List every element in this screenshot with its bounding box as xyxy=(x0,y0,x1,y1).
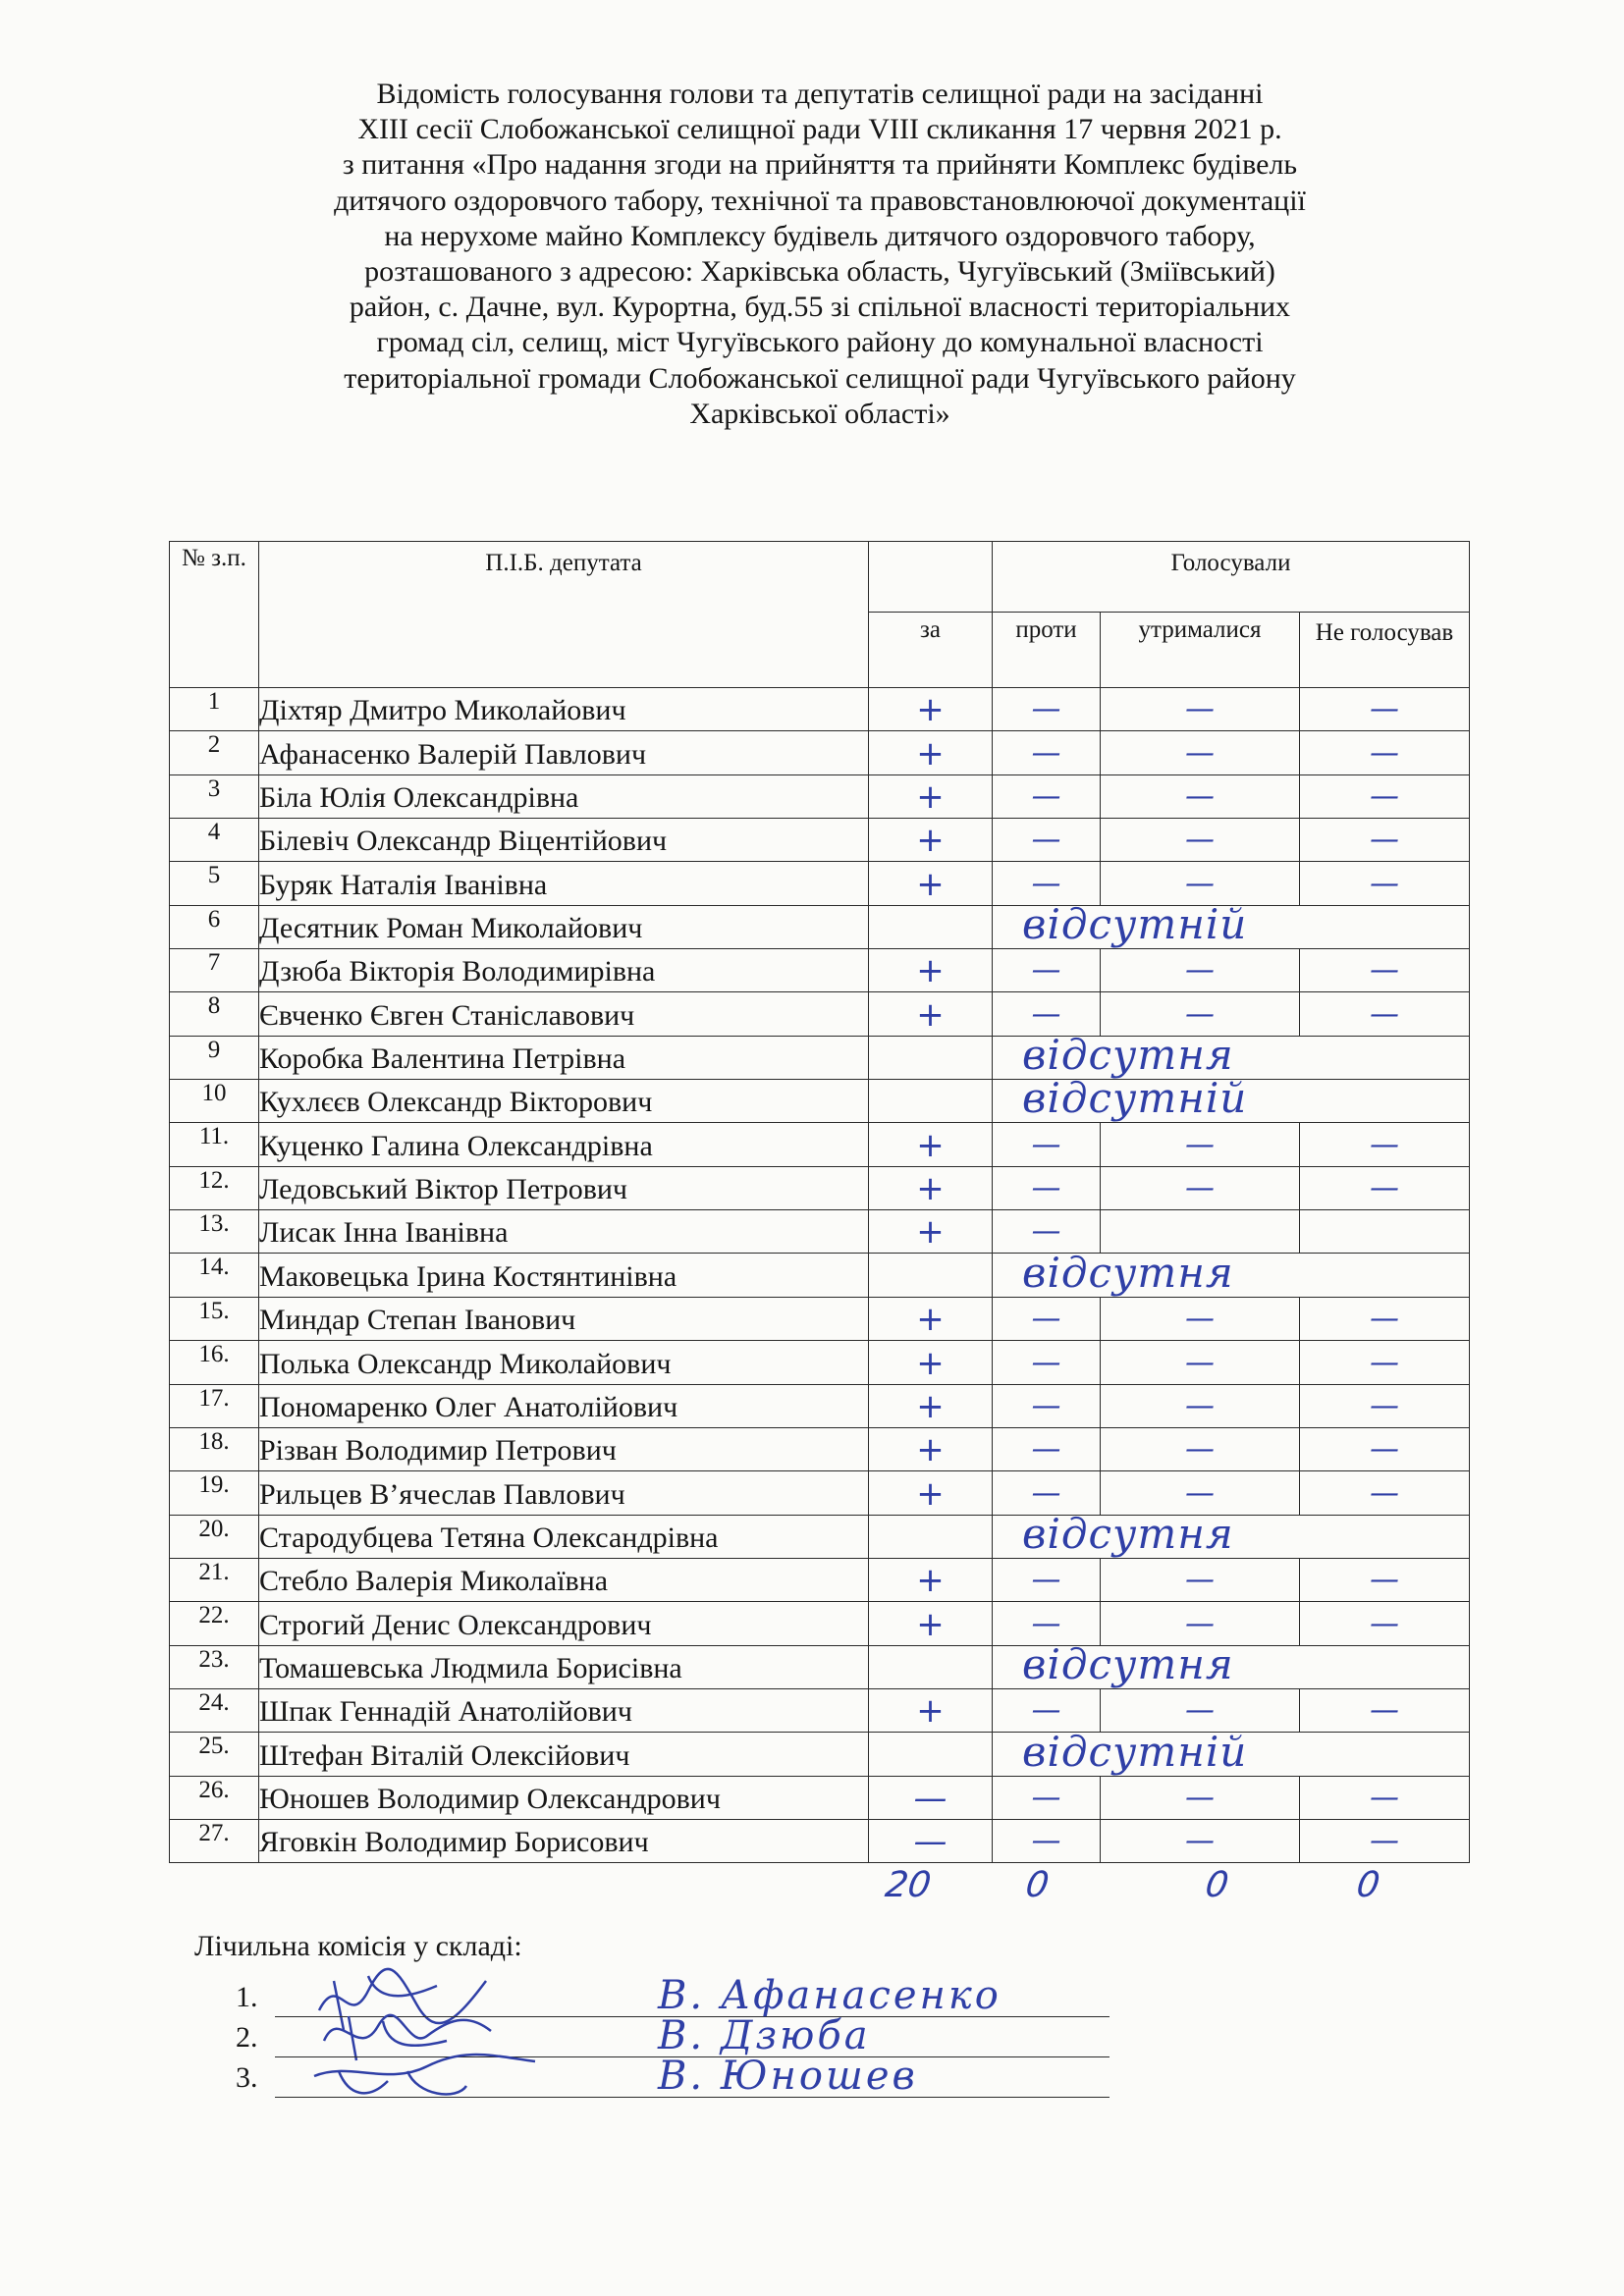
row-number: 9 xyxy=(170,1036,259,1079)
vote-not-voted-cell xyxy=(1300,1123,1470,1166)
vote-abstained-mark: — xyxy=(1185,735,1215,771)
vote-for-cell xyxy=(869,1210,993,1254)
vote-abstained-mark: — xyxy=(1185,1780,1215,1815)
table-row xyxy=(170,731,1470,774)
vote-not-voted-cell xyxy=(1300,688,1470,731)
member-number: 1. xyxy=(236,1981,258,2013)
vote-not-voted-cell xyxy=(1300,1297,1470,1340)
vote-against-mark: — xyxy=(1031,692,1061,727)
row-number: 6 xyxy=(170,905,259,948)
vote-for-cell xyxy=(869,1515,993,1558)
vote-abstained-cell xyxy=(1101,1384,1300,1427)
total-not-voted: 0 xyxy=(1354,1865,1382,1905)
table-row xyxy=(170,1166,1470,1209)
vote-for-mark: + xyxy=(916,1604,945,1644)
vote-for-cell xyxy=(869,1819,993,1862)
table-row xyxy=(170,1123,1470,1166)
vote-not-voted-mark: — xyxy=(1370,1171,1399,1206)
vote-not-voted-cell xyxy=(1300,1341,1470,1384)
vote-abstained-mark: — xyxy=(1185,866,1215,901)
vote-for-mark: + xyxy=(916,1125,945,1165)
commission-member xyxy=(236,2054,1119,2101)
vote-abstained-mark: — xyxy=(1185,823,1215,858)
table-row xyxy=(170,949,1470,992)
vote-against-cell xyxy=(993,1123,1101,1166)
row-number: 20. xyxy=(170,1515,259,1558)
vote-for-mark: + xyxy=(916,777,945,818)
table-row xyxy=(170,1776,1470,1819)
document-title xyxy=(167,77,1473,432)
row-number: 22. xyxy=(170,1602,259,1645)
row-number: 17. xyxy=(170,1384,259,1427)
vote-abstained-cell xyxy=(1101,1688,1300,1732)
row-number: 10 xyxy=(170,1080,259,1123)
vote-not-voted-mark: — xyxy=(1370,1693,1399,1729)
vote-for-mark: + xyxy=(916,1169,945,1209)
member-name: В. Афанасенко xyxy=(658,1973,1001,2018)
vote-for-mark: + xyxy=(916,1386,945,1426)
vote-against-cell xyxy=(993,1341,1101,1384)
vote-abstained-mark: — xyxy=(1185,1127,1215,1162)
table-row xyxy=(170,905,1470,948)
vote-abstained-mark: — xyxy=(1185,1824,1215,1859)
vote-abstained-mark: — xyxy=(1185,996,1215,1032)
deputy-name: Коробка Валентина Петрівна xyxy=(259,1036,869,1079)
vote-for-cell xyxy=(869,1645,993,1688)
deputy-name: Ледовський Віктор Петрович xyxy=(259,1166,869,1209)
title-line: Харківської області» xyxy=(689,397,950,430)
vote-against-mark: — xyxy=(1031,1780,1061,1815)
title-line: район, с. Дачне, вул. Курортна, буд.55 зі спільної власності територіальних xyxy=(349,291,1291,324)
vote-abstained-cell xyxy=(1101,688,1300,731)
vote-against-mark: — xyxy=(1031,953,1061,988)
vote-not-voted-cell xyxy=(1300,862,1470,905)
table-row xyxy=(170,992,1470,1036)
vote-for-cell xyxy=(869,949,993,992)
title-line: XIII сесії Слобожанської селищної ради VIII скликання 17 червня 2021 р. xyxy=(357,113,1282,146)
vote-against-cell xyxy=(993,1776,1101,1819)
vote-against-cell xyxy=(993,774,1101,818)
vote-abstained-cell xyxy=(1101,949,1300,992)
deputy-name: Полька Олександр Миколайович xyxy=(259,1341,869,1384)
vote-against-cell xyxy=(993,1210,1101,1254)
vote-for-mark: + xyxy=(916,1300,945,1340)
absence-cell xyxy=(993,1515,1470,1558)
vote-not-voted-mark: — xyxy=(1370,823,1399,858)
vote-against-mark: — xyxy=(1031,1563,1061,1598)
vote-not-voted-mark: — xyxy=(1370,1432,1399,1468)
vote-not-voted-cell xyxy=(1300,1776,1470,1819)
vote-for-cell xyxy=(869,1602,993,1645)
table-row xyxy=(170,1471,1470,1515)
vote-abstained-cell xyxy=(1101,1297,1300,1340)
header-number: № з.п. xyxy=(170,542,259,688)
table-row xyxy=(170,1297,1470,1340)
vote-abstained-cell xyxy=(1101,731,1300,774)
deputy-name: Стебло Валерія Миколаївна xyxy=(259,1558,869,1601)
vote-against-cell xyxy=(993,992,1101,1036)
vote-for-cell xyxy=(869,1254,993,1297)
vote-not-voted-cell xyxy=(1300,1384,1470,1427)
deputy-name: Буряк Наталія Іванівна xyxy=(259,862,869,905)
absence-note: відсутній xyxy=(1022,1079,1248,1123)
row-number: 13. xyxy=(170,1210,259,1254)
vote-not-voted-mark: — xyxy=(1370,1606,1399,1641)
absence-note: відсутній xyxy=(1022,905,1248,949)
vote-for-mark: + xyxy=(916,864,945,904)
vote-for-mark: — xyxy=(913,1822,947,1862)
vote-not-voted-cell xyxy=(1300,1819,1470,1862)
row-number: 15. xyxy=(170,1297,259,1340)
vote-abstained-cell xyxy=(1101,992,1300,1036)
vote-for-mark: + xyxy=(916,1343,945,1383)
vote-against-mark: — xyxy=(1031,1127,1061,1162)
vote-not-voted-mark: — xyxy=(1370,779,1399,815)
table-row xyxy=(170,688,1470,731)
deputy-name: Юношев Володимир Олександрович xyxy=(259,1776,869,1819)
vote-abstained-mark: — xyxy=(1185,1432,1215,1468)
table-row xyxy=(170,1080,1470,1123)
total-for: 20 xyxy=(883,1865,934,1905)
vote-for-cell xyxy=(869,774,993,818)
vote-against-cell xyxy=(993,862,1101,905)
vote-for-cell xyxy=(869,1080,993,1123)
deputy-name: Десятник Роман Миколайович xyxy=(259,905,869,948)
vote-not-voted-cell xyxy=(1300,1471,1470,1515)
row-number: 23. xyxy=(170,1645,259,1688)
vote-against-cell xyxy=(993,1166,1101,1209)
vote-not-voted-mark: — xyxy=(1370,1345,1399,1380)
table-row xyxy=(170,1558,1470,1601)
vote-not-voted-mark: — xyxy=(1370,1824,1399,1859)
vote-abstained-mark: — xyxy=(1185,779,1215,815)
vote-not-voted-mark: — xyxy=(1370,1388,1399,1423)
vote-against-cell xyxy=(993,819,1101,862)
deputy-name: Євченко Євген Станіславович xyxy=(259,992,869,1036)
member-number: 3. xyxy=(236,2061,258,2094)
vote-for-cell xyxy=(869,1384,993,1427)
table-row xyxy=(170,1210,1470,1254)
absence-cell xyxy=(993,905,1470,948)
vote-against-mark: — xyxy=(1031,1432,1061,1468)
vote-abstained-mark: — xyxy=(1185,1693,1215,1729)
vote-against-cell xyxy=(993,688,1101,731)
vote-not-voted-mark: — xyxy=(1370,1563,1399,1598)
row-number: 26. xyxy=(170,1776,259,1819)
member-name: В. Юношев xyxy=(658,2054,918,2099)
deputy-name: Афанасенко Валерій Павлович xyxy=(259,731,869,774)
vote-against-cell xyxy=(993,1471,1101,1515)
row-number: 21. xyxy=(170,1558,259,1601)
table-row xyxy=(170,1819,1470,1862)
vote-against-mark: — xyxy=(1031,1606,1061,1641)
vote-for-mark: + xyxy=(916,1473,945,1514)
row-number: 8 xyxy=(170,992,259,1036)
vote-not-voted-mark: — xyxy=(1370,692,1399,727)
deputy-name: Стародубцева Тетяна Олександрівна xyxy=(259,1515,869,1558)
vote-for-mark: + xyxy=(916,1691,945,1732)
row-number: 7 xyxy=(170,949,259,992)
vote-for-mark: + xyxy=(916,1212,945,1253)
vote-against-mark: — xyxy=(1031,1345,1061,1380)
table-row xyxy=(170,1688,1470,1732)
row-number: 24. xyxy=(170,1688,259,1732)
vote-abstained-mark: — xyxy=(1185,1345,1215,1380)
vote-for-cell xyxy=(869,1471,993,1515)
absence-cell xyxy=(993,1254,1470,1297)
vote-against-cell xyxy=(993,1297,1101,1340)
header-name: П.І.Б. депутата xyxy=(259,542,869,688)
vote-for-cell xyxy=(869,862,993,905)
vote-not-voted-cell xyxy=(1300,1427,1470,1470)
vote-against-cell xyxy=(993,1602,1101,1645)
vote-abstained-cell xyxy=(1101,1166,1300,1209)
vote-against-cell xyxy=(993,1427,1101,1470)
absence-note: відсутній xyxy=(1022,1732,1248,1776)
table-row xyxy=(170,1384,1470,1427)
vote-for-cell xyxy=(869,1427,993,1470)
vote-for-cell xyxy=(869,1341,993,1384)
vote-abstained-cell xyxy=(1101,1819,1300,1862)
deputy-name: Шпак Геннадій Анатолійович xyxy=(259,1688,869,1732)
header-not-voted: Не голосував xyxy=(1300,613,1470,688)
vote-against-cell xyxy=(993,731,1101,774)
vote-not-voted-cell xyxy=(1300,949,1470,992)
row-number: 4 xyxy=(170,819,259,862)
vote-against-mark: — xyxy=(1031,996,1061,1032)
vote-for-mark: + xyxy=(916,1561,945,1601)
header-abstained: утрималися xyxy=(1101,613,1300,688)
signature xyxy=(309,2042,545,2120)
vote-not-voted-mark: — xyxy=(1370,1475,1399,1511)
vote-against-cell xyxy=(993,1688,1101,1732)
table-row xyxy=(170,1254,1470,1297)
title-line: на нерухоме майно Комплексу будівель дитячого оздоровчого табору, xyxy=(384,219,1256,252)
vote-abstained-mark: — xyxy=(1185,1171,1215,1206)
title-line: з питання «Про надання згоди на прийняття та прийняти Комплекс будівель xyxy=(342,148,1298,182)
deputy-name: Біла Юлія Олександрівна xyxy=(259,774,869,818)
vote-not-voted-cell xyxy=(1300,992,1470,1036)
vote-against-cell xyxy=(993,949,1101,992)
row-number: 3 xyxy=(170,774,259,818)
vote-for-mark: + xyxy=(916,821,945,861)
vote-for-cell xyxy=(869,1297,993,1340)
deputy-name: Маковецька Ірина Костянтинівна xyxy=(259,1254,869,1297)
vote-not-voted-mark: — xyxy=(1370,866,1399,901)
row-number: 27. xyxy=(170,1819,259,1862)
vote-abstained-mark: — xyxy=(1185,1475,1215,1511)
title-line: територіальної громади Слобожанської селищної ради Чугуївського району xyxy=(344,361,1296,395)
vote-not-voted-cell xyxy=(1300,1210,1470,1254)
table-row xyxy=(170,1036,1470,1079)
deputy-name: Штефан Віталій Олексійович xyxy=(259,1733,869,1776)
header-blank xyxy=(869,542,993,613)
deputy-name: Різван Володимир Петрович xyxy=(259,1427,869,1470)
vote-against-mark: — xyxy=(1031,866,1061,901)
absence-note: відсутня xyxy=(1022,1645,1234,1688)
vote-abstained-mark: — xyxy=(1185,1388,1215,1423)
table-row xyxy=(170,1427,1470,1470)
deputy-name: Рильцев В’ячеслав Павлович xyxy=(259,1471,869,1515)
vote-for-cell xyxy=(869,1733,993,1776)
vote-for-cell xyxy=(869,731,993,774)
vote-for-mark: + xyxy=(916,733,945,774)
table-row xyxy=(170,862,1470,905)
row-number: 1 xyxy=(170,688,259,731)
vote-not-voted-cell xyxy=(1300,819,1470,862)
vote-abstained-cell xyxy=(1101,1602,1300,1645)
vote-against-mark: — xyxy=(1031,1171,1061,1206)
vote-against-mark: — xyxy=(1031,1214,1061,1250)
vote-for-cell xyxy=(869,905,993,948)
vote-abstained-mark: — xyxy=(1185,1302,1215,1337)
absence-note: відсутня xyxy=(1022,1253,1234,1297)
row-number: 25. xyxy=(170,1733,259,1776)
deputy-name: Строгий Денис Олександрович xyxy=(259,1602,869,1645)
table-row xyxy=(170,1341,1470,1384)
vote-not-voted-mark: — xyxy=(1370,1302,1399,1337)
vote-for-mark: + xyxy=(916,994,945,1035)
absence-cell xyxy=(993,1036,1470,1079)
title-line: громад сіл, селищ, міст Чугуївського району до комунальної власності xyxy=(376,326,1264,359)
vote-not-voted-cell xyxy=(1300,1558,1470,1601)
deputy-name: Пономаренко Олег Анатолійович xyxy=(259,1384,869,1427)
vote-for-cell xyxy=(869,1776,993,1819)
header-voted: Голосували xyxy=(993,542,1470,613)
vote-for-cell xyxy=(869,688,993,731)
vote-for-cell xyxy=(869,1166,993,1209)
vote-not-voted-cell xyxy=(1300,731,1470,774)
absence-cell xyxy=(993,1733,1470,1776)
vote-against-mark: — xyxy=(1031,1475,1061,1511)
vote-not-voted-cell xyxy=(1300,1602,1470,1645)
vote-for-cell xyxy=(869,1688,993,1732)
member-number: 2. xyxy=(236,2021,258,2054)
table-row xyxy=(170,1733,1470,1776)
vote-not-voted-mark: — xyxy=(1370,1127,1399,1162)
vote-abstained-mark: — xyxy=(1185,1606,1215,1641)
table-row xyxy=(170,819,1470,862)
vote-for-cell xyxy=(869,819,993,862)
voting-table xyxy=(169,541,1470,1863)
vote-abstained-cell xyxy=(1101,862,1300,905)
vote-abstained-cell xyxy=(1101,1427,1300,1470)
deputy-name: Куценко Галина Олександрівна xyxy=(259,1123,869,1166)
table-row xyxy=(170,1645,1470,1688)
vote-against-mark: — xyxy=(1031,823,1061,858)
vote-abstained-cell xyxy=(1101,774,1300,818)
vote-against-mark: — xyxy=(1031,1824,1061,1859)
deputy-name: Лисак Інна Іванівна xyxy=(259,1210,869,1254)
vote-against-cell xyxy=(993,1384,1101,1427)
vote-for-mark: — xyxy=(913,1778,947,1818)
vote-not-voted-mark: — xyxy=(1370,735,1399,771)
absence-cell xyxy=(993,1645,1470,1688)
vote-for-mark: + xyxy=(916,951,945,991)
vote-against-mark: — xyxy=(1031,1302,1061,1337)
vote-abstained-cell xyxy=(1101,1558,1300,1601)
row-number: 2 xyxy=(170,731,259,774)
vote-abstained-cell xyxy=(1101,819,1300,862)
vote-against-mark: — xyxy=(1031,1693,1061,1729)
vote-against-mark: — xyxy=(1031,735,1061,771)
row-number: 19. xyxy=(170,1471,259,1515)
table-row xyxy=(170,774,1470,818)
vote-not-voted-cell xyxy=(1300,1166,1470,1209)
absence-note: відсутня xyxy=(1022,1515,1234,1558)
vote-for-cell xyxy=(869,1123,993,1166)
deputy-name: Яговкін Володимир Борисович xyxy=(259,1819,869,1862)
vote-against-cell xyxy=(993,1819,1101,1862)
vote-not-voted-cell xyxy=(1300,774,1470,818)
absence-cell xyxy=(993,1080,1470,1123)
vote-not-voted-mark: — xyxy=(1370,996,1399,1032)
vote-against-cell xyxy=(993,1558,1101,1601)
vote-for-mark: + xyxy=(916,690,945,730)
vote-not-voted-mark: — xyxy=(1370,1780,1399,1815)
vote-against-mark: — xyxy=(1031,1388,1061,1423)
total-against: 0 xyxy=(1023,1865,1052,1905)
deputy-name: Томашевська Людмила Борисівна xyxy=(259,1645,869,1688)
row-number: 14. xyxy=(170,1254,259,1297)
member-name: В. Дзюба xyxy=(658,2013,871,2058)
table-row xyxy=(170,1515,1470,1558)
total-abstained: 0 xyxy=(1203,1865,1231,1905)
vote-abstained-cell xyxy=(1101,1471,1300,1515)
table-row xyxy=(170,1602,1470,1645)
vote-abstained-cell xyxy=(1101,1210,1300,1254)
deputy-name: Миндар Степан Іванович xyxy=(259,1297,869,1340)
vote-abstained-cell xyxy=(1101,1776,1300,1819)
title-line: Відомість голосування голови та депутатів селищної ради на засіданні xyxy=(376,78,1264,110)
deputy-name: Дзюба Вікторія Володимирівна xyxy=(259,949,869,992)
vote-not-voted-cell xyxy=(1300,1688,1470,1732)
header-against: проти xyxy=(993,613,1101,688)
deputy-name: Білевіч Олександр Віцентійович xyxy=(259,819,869,862)
vote-against-mark: — xyxy=(1031,779,1061,815)
vote-abstained-mark: — xyxy=(1185,953,1215,988)
row-number: 16. xyxy=(170,1341,259,1384)
vote-abstained-mark: — xyxy=(1185,1563,1215,1598)
vote-for-mark: + xyxy=(916,1430,945,1470)
vote-for-cell xyxy=(869,992,993,1036)
vote-abstained-cell xyxy=(1101,1341,1300,1384)
header-for: за xyxy=(869,613,993,688)
row-number: 18. xyxy=(170,1427,259,1470)
vote-abstained-mark: — xyxy=(1185,692,1215,727)
row-number: 12. xyxy=(170,1166,259,1209)
vote-for-cell xyxy=(869,1036,993,1079)
deputy-name: Кухлєєв Олександр Вікторович xyxy=(259,1080,869,1123)
commission-label: Лічильна комісія у складі: xyxy=(194,1930,522,1962)
vote-abstained-cell xyxy=(1101,1123,1300,1166)
vote-for-cell xyxy=(869,1558,993,1601)
vote-not-voted-mark: — xyxy=(1370,953,1399,988)
absence-note: відсутня xyxy=(1022,1036,1234,1080)
title-line: розташованого з адресою: Харківська область, Чугуївський (Зміївський) xyxy=(364,255,1275,289)
deputy-name: Діхтяр Дмитро Миколайович xyxy=(259,688,869,731)
row-number: 11. xyxy=(170,1123,259,1166)
row-number: 5 xyxy=(170,862,259,905)
title-line: дитячого оздоровчого табору, технічної та правовстановлюючої документації xyxy=(334,184,1306,217)
